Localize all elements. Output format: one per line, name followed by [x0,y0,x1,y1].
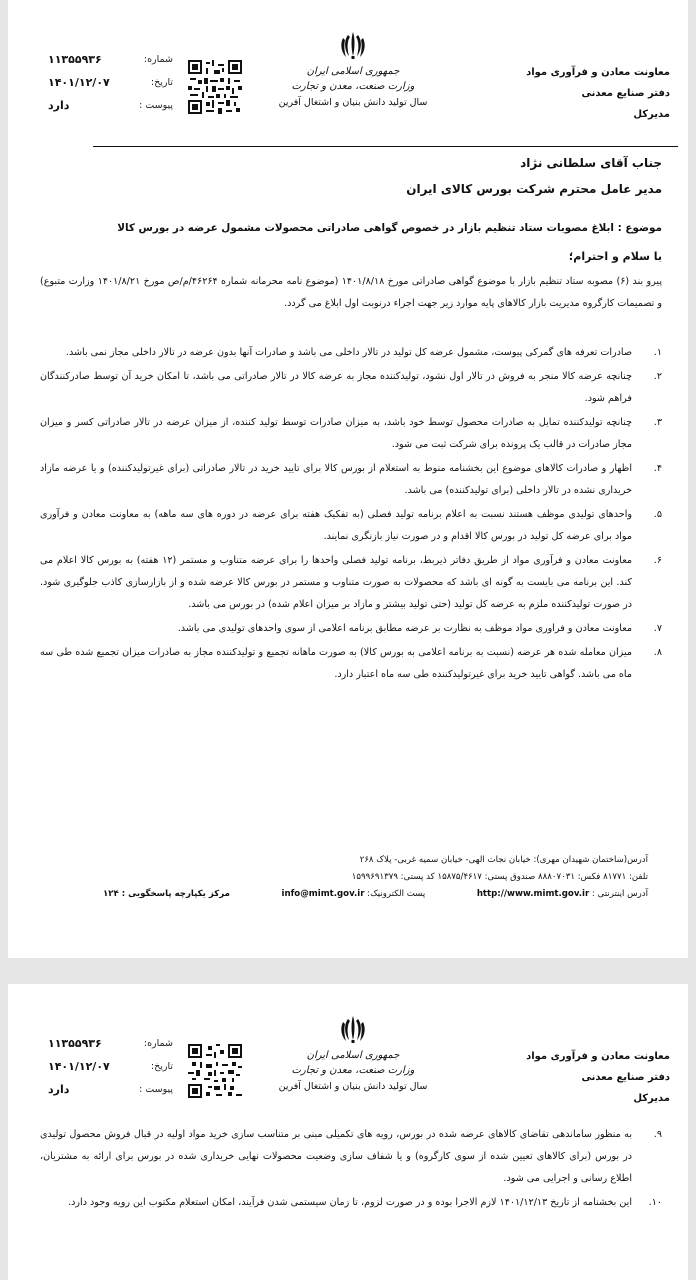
year-motto: سال تولید دانش بنیان و اشتغال آفرین [278,97,428,108]
letterhead [8,984,688,1119]
item-text: به منظور ساماندهی تقاضای کالاهای عرضه شده در بورس، رویه های تکمیلی مبنی بر متناسب سازی خرید مواد اولیه در قبال فروش محصول تولیدی در بورس (برای کالاهای تعیین شده از سوی کارگروه) و یا شفاف سازی وضعیت محصولات نهایی خریداری شده در بورس برای ارائه به مشتریان، اطلاع رسانی و اجرایی می شود. [40,1129,632,1184]
emblem-ministry: وزارت صنعت، معدن و تجارت [291,1065,415,1076]
item-number: ۵. [653,509,662,520]
letter-meta [48,48,173,117]
letterhead [8,0,688,135]
org-line-deputy: معاونت معادن و فرآوری مواد [526,1051,670,1062]
number-value: ۱۱۳۵۵۹۳۶ [48,1037,102,1050]
date-row [48,71,173,94]
web-label: آدرس اینترنتی : [591,889,648,899]
attachment-row [48,94,173,117]
item-text: صادرات تعرفه های گمرکی پیوست، مشمول عرضه کل تولید در تالار داخلی می باشد و صادرات آنها بدون عرضه در تالار داخلی مجاز نمی باشد. [65,347,632,358]
ministry-emblem-block [253,30,453,112]
attachment-value: دارد [48,99,70,112]
footer-contacts: تلفن: ۸۱۷۷۱ فکس: ۸۸۸۰۷۰۳۱ صندوق پستی: ۱۵۸۷۵/۴۶۱۷ کد پستی: ۱۵۹۹۶۹۱۳۷۹ [351,872,648,882]
list-item [40,1192,662,1214]
org-line-director: مدیرکل [633,109,670,120]
date-value: ۱۴۰۱/۱۲/۰۷ [48,76,110,89]
email-link[interactable]: info@mimt.gov.ir [281,889,365,899]
number-value: ۱۱۳۵۵۹۳۶ [48,53,102,66]
emblem-ministry: وزارت صنعت، معدن و تجارت [291,81,415,92]
item-number: ۱. [653,347,662,358]
item-text: معاونت معادن و فراوری مواد موظف به نظارت بر عرضه مطابق برنامه اعلامی از سوی واحدهای تولیدی می باشد. [177,623,632,634]
letter-meta [48,1032,173,1101]
number-row [48,1032,173,1055]
year-motto: سال تولید دانش بنیان و اشتغال آفرین [278,1081,428,1092]
list-item [40,366,662,410]
date-label: تاریخ: [150,77,173,88]
org-line-office: دفتر صنایع معدنی [581,88,670,99]
item-number: ۲. [653,371,662,382]
email-label: پست الکترونیک: [367,889,426,899]
emblem-country: جمهوری اسلامی ایران [306,1050,400,1061]
website-link[interactable]: http://www.mimt.gov.ir [476,889,590,899]
addressee-name: جناب آقای سلطانی نژاد [520,156,662,170]
attachment-label: پیوست : [139,100,173,111]
issuing-office [520,62,670,125]
item-text: میزان معامله شده هر عرضه (نسبت به برنامه اعلامی به بورس کالا) به صورت ماهانه تجمیع و تولیدکننده مجاز به صادرات میزان تجمیع شده طی سه ماه می باشد. گواهی تایید خرید برای غیرتولیدکننده طی سه ماه اعتبار دارد. [40,647,632,680]
item-text: اظهار و صادرات کالاهای موضوع این بخشنامه منوط به استعلام از بورس کالا برای تایید خرید در تالار صادراتی (برای غیرتولیدکننده) و یا عرضه مازاد خریداری نشده در تالار داخلی (برای تولیدکننده) می باشد. [40,463,632,496]
qr-code-icon [188,60,242,114]
date-value: ۱۴۰۱/۱۲/۰۷ [48,1060,110,1073]
subject-line: موضوع : ابلاغ مصوبات ستاد تنظیم بازار در خصوص گواهی صادراتی محصولات مشمول عرضه در بورس کالا [117,222,662,234]
item-number: ۸. [653,647,662,658]
list-item [40,1124,662,1190]
list-item [40,642,662,686]
item-number: ۹. [653,1129,662,1140]
item-number: ۴. [653,463,662,474]
call-center: مرکز یکپارچه پاسخگویی : ۱۲۴ [103,889,230,899]
letter-page-2 [8,984,688,1280]
letter-page-1 [8,0,688,958]
number-row [48,48,173,71]
list-item [40,412,662,456]
addressee-block [40,150,662,202]
list-item [40,618,662,640]
footer-address: آدرس(ساختمان شهیدان مهری): خیابان نجات الهی- خیابان سمیه غربی- پلاک ۲۶۸ [359,855,648,865]
attachment-label: پیوست : [139,1084,173,1095]
number-label: شماره: [143,1038,173,1049]
directive-list-continued [40,1124,662,1216]
item-number: ۳. [653,417,662,428]
org-line-deputy: معاونت معادن و فرآوری مواد [526,67,670,78]
attachment-row [48,1078,173,1101]
item-number: ۶. [653,555,662,566]
iran-emblem-icon [339,30,367,60]
emblem-country: جمهوری اسلامی ایران [306,66,400,77]
item-text: چنانچه عرضه کالا منجر به فروش در تالار اول نشود، تولیدکننده مجاز به عرضه کالا در تالار صادراتی می باشد، تا امکان خرید آن توسط صادرکنندگان فراهم شود. [40,371,632,404]
org-line-office: دفتر صنایع معدنی [581,1072,670,1083]
letter-footer [103,852,648,903]
issuing-office [520,1046,670,1109]
item-text: این بخشنامه از تاریخ ۱۴۰۱/۱۲/۱۳ لازم الاجرا بوده و در صورت لزوم، تا زمان سیستمی شدن فرآیند، امکان استعلام مکتوب این رویه وجود دارد. [68,1197,632,1208]
iran-emblem-icon [339,1014,367,1044]
intro-paragraph: پیرو بند (۶) مصوبه ستاد تنظیم بازار با موضوع گواهی صادراتی مورخ ۱۴۰۱/۸/۱۸ (موضوع نامه محرمانه شماره ۴۶۲۶۴/م/ص مورخ ۱۴۰۱/۸/۲۱ وزارت متبوع) و تصمیمات کارگروه مدیریت بازار کالاهای پایه موارد زیر جهت اجراء درنوبت اول ابلاغ می گردد. [40,276,662,309]
list-item [40,504,662,548]
list-item [40,550,662,616]
greeting: با سلام و احترام؛ [568,250,662,263]
org-line-director: مدیرکل [633,1093,670,1104]
list-item [40,342,662,364]
directive-list [40,342,662,688]
item-number: ۱۰. [648,1197,662,1208]
ministry-emblem-block [253,1014,453,1096]
item-number: ۷. [653,623,662,634]
date-label: تاریخ: [150,1061,173,1072]
item-text: چنانچه تولیدکننده تمایل به صادرات محصول توسط خود باشد، به میزان صادرات توسط تولید کننده، از میزان عرضه در تالار صادراتی کسر و میزان مجاز صادرات در قالب یک پرونده برای شرکت ثبت می شود. [40,417,632,450]
qr-code-icon [188,1044,242,1098]
number-label: شماره: [143,54,173,65]
item-text: معاونت معادن و فرآوری مواد از طریق دفاتر ذیربط، برنامه تولید فصلی واحدها را برای عرضه متناوب و مستمر (۱۲ هفته) به بورس کالا اعلام می کند. این برنامه می بایست به گونه ای باشد که محصولات به صورت متناوب و مستمر در بورس کالا عرضه شده و از بازارسازی کاذب جلوگیری شود. در صورت تولیدکننده ملزم به عرضه کل تولید (حتی تولید بیشتر و مازاد بر میزان اعلام شده) در بورس می باشد. [40,555,632,610]
list-item [40,458,662,502]
addressee-title: مدیر عامل محترم شرکت بورس کالای ایران [406,182,662,196]
header-divider [93,146,678,147]
item-text: واحدهای تولیدی موظف هستند نسبت به اعلام برنامه تولید فصلی (به تفکیک هفته برای عرضه در دوره های سه ماهه) به معاونت معادن و فرآوری مواد برای عرضه کل تولید در بورس کالا اقدام و در صورت نیاز بازنگری نمایند. [40,509,632,542]
attachment-value: دارد [48,1083,70,1096]
footer-online [103,886,648,903]
date-row [48,1055,173,1078]
